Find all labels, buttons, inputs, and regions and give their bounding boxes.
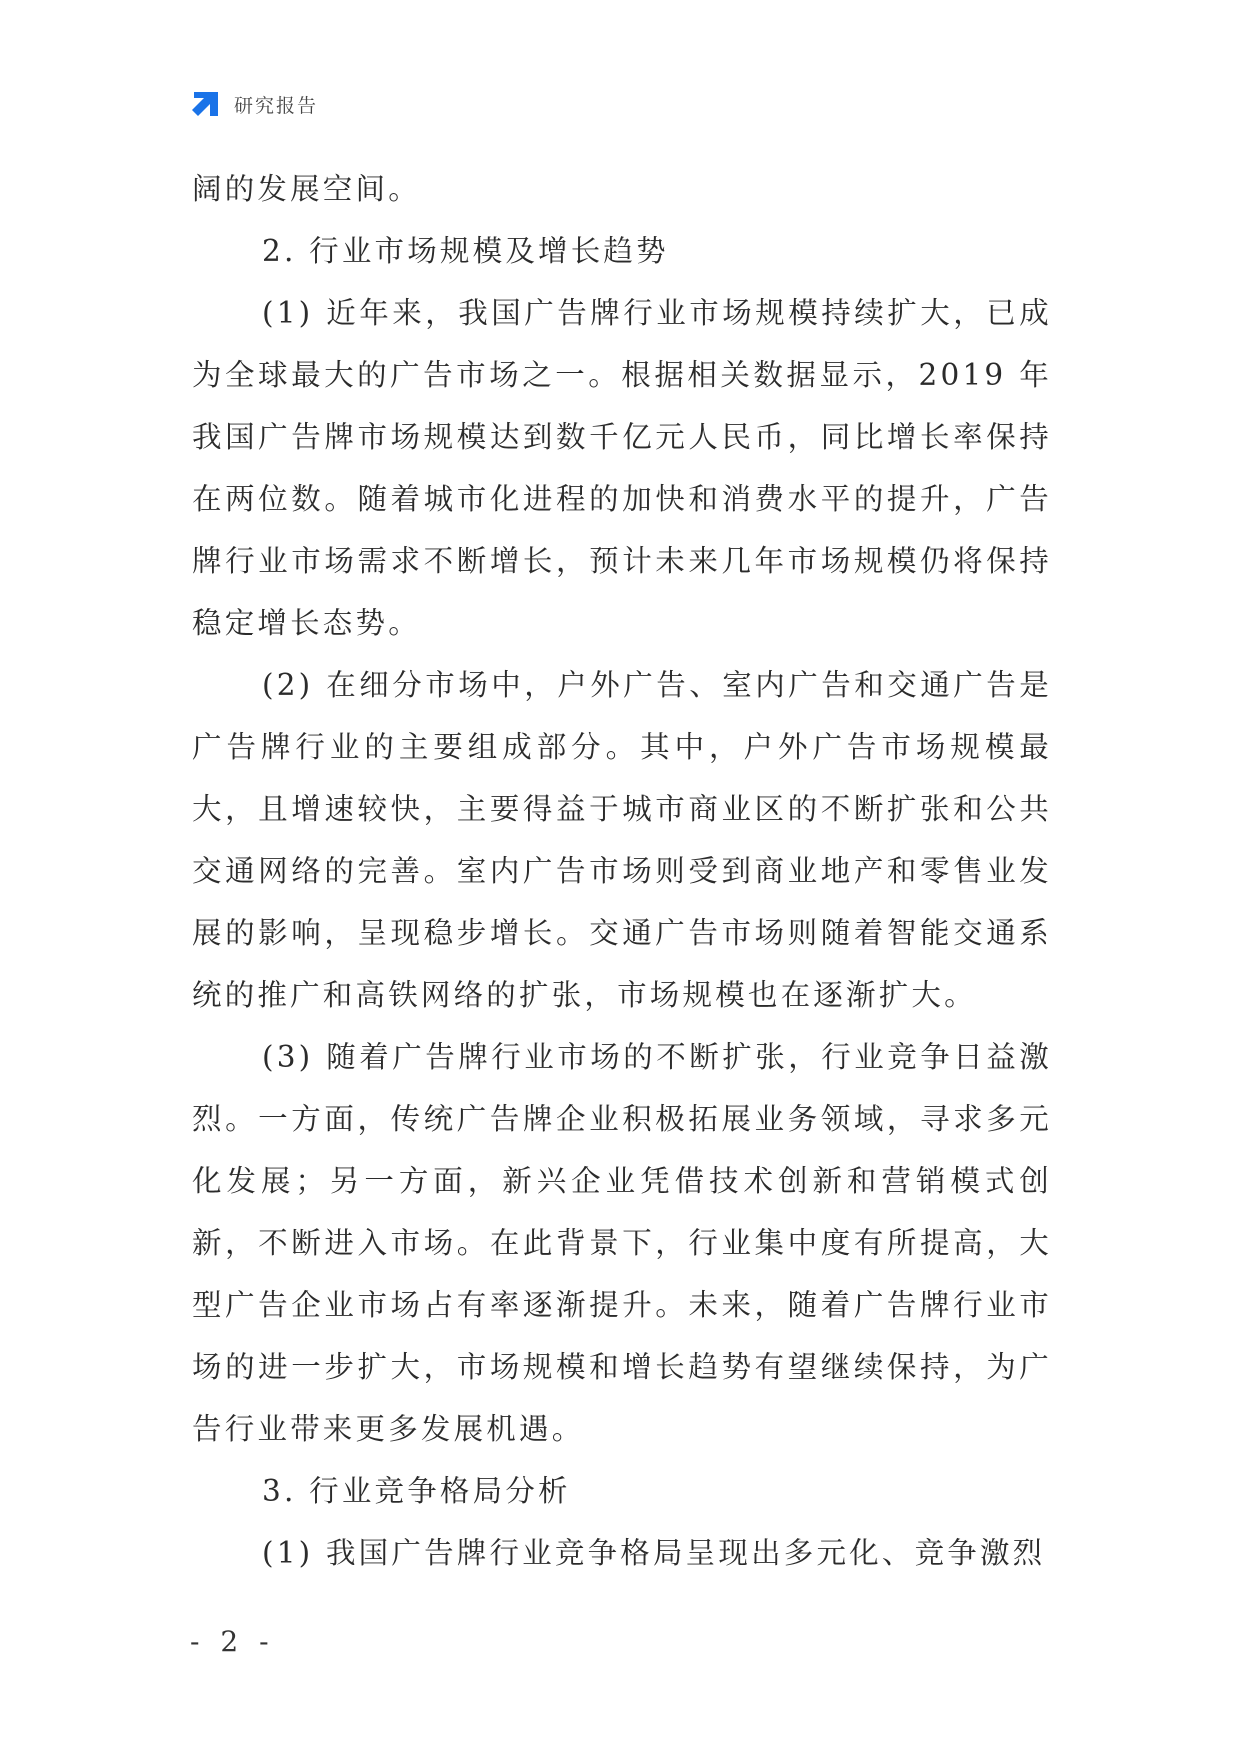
- page-number: - 2 -: [190, 1625, 275, 1658]
- header-title: 研究报告: [234, 94, 319, 117]
- paragraph-1: (1) 近年来，我国广告牌行业市场规模持续扩大，已成为全球最大的广告市场之一。根据相关数据显示，2019 年我国广告牌市场规模达到数千亿元人民币，同比增长率保持在两位数。随着城市化进程的加快和消费水平的提升，广告牌行业市场需求不断增长，预计未来几年市场规模仍将保持稳定增长态势。: [192, 296, 1052, 640]
- document-body: [192, 158, 1052, 1584]
- page-header: [190, 86, 318, 122]
- paragraph-3: (3) 随着广告牌行业市场的不断扩张，行业竞争日益激烈。一方面，传统广告牌企业积极拓展业务领域，寻求多元化发展；另一方面，新兴企业凭借技术创新和营销模式创新，不断进入市场。在此背景下，行业集中度有所提高，大型广告企业市场占有率逐渐提升。未来，随着广告牌行业市场的进一步扩大，市场规模和增长趋势有望继续保持，为广告行业带来更多发展机遇。: [192, 1040, 1052, 1446]
- section-heading-competition: 3. 行业竞争格局分析: [262, 1474, 571, 1508]
- paragraph-2: (2) 在细分市场中，户外广告、室内广告和交通广告是广告牌行业的主要组成部分。其中，户外广告市场规模最大，且增速较快，主要得益于城市商业区的不断扩张和公共交通网络的完善。室内广告市场则受到商业地产和零售业发展的影响，呈现稳步增长。交通广告市场则随着智能交通系统的推广和高铁网络的扩张，市场规模也在逐渐扩大。: [192, 668, 1052, 1012]
- section-heading-market-size: 2. 行业市场规模及增长趋势: [262, 234, 669, 268]
- continuation-text: 阔的发展空间。: [192, 172, 421, 206]
- paragraph-4: (1) 我国广告牌行业竞争格局呈现出多元化、竞争激烈: [262, 1536, 1046, 1570]
- arrow-up-right-icon: [190, 88, 222, 120]
